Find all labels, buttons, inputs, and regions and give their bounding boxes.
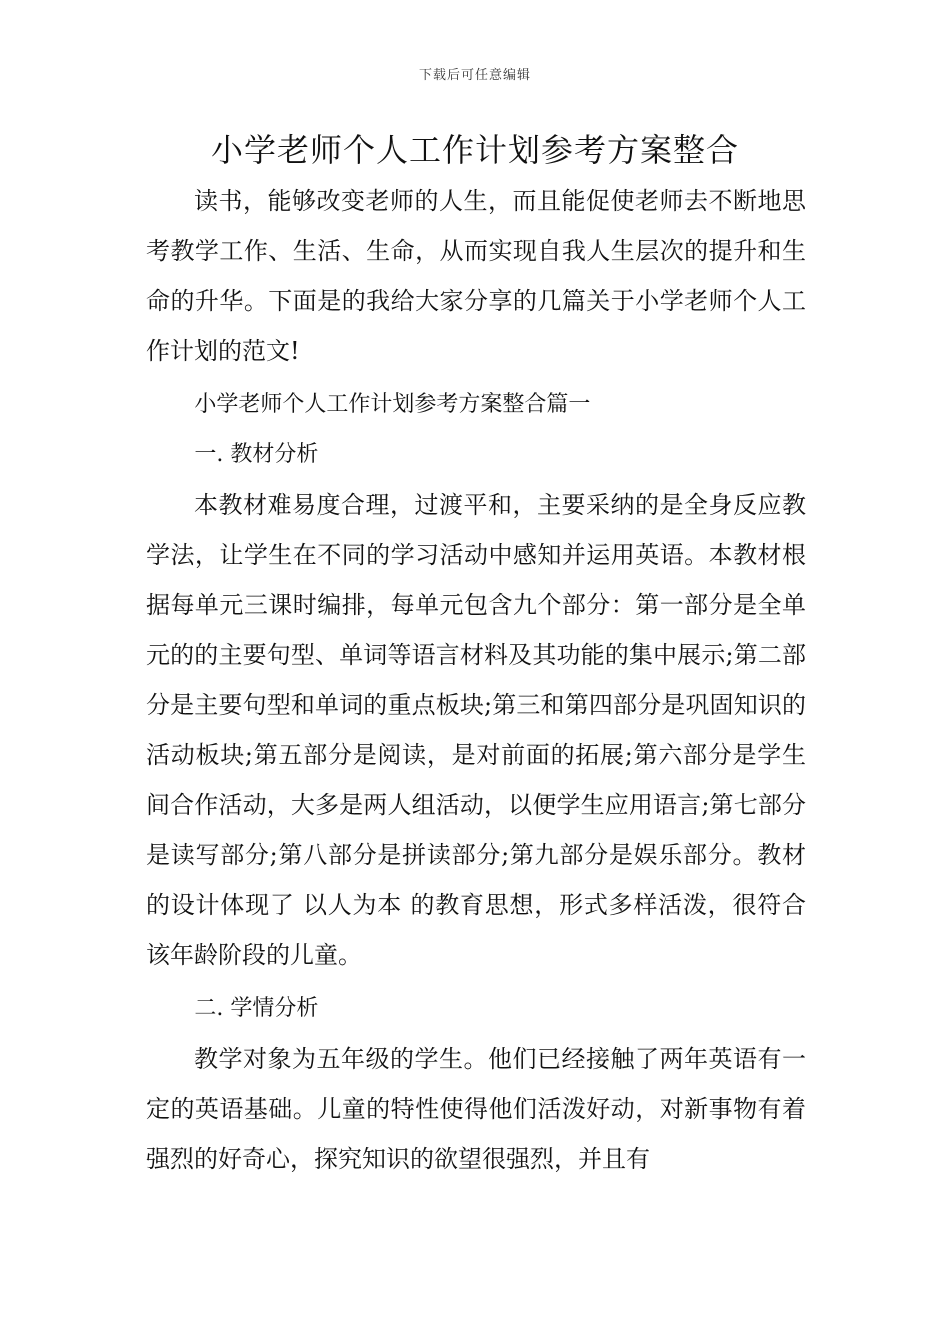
- document-title: 小学老师个人工作计划参考方案整合: [210, 131, 739, 169]
- intro-paragraph: 读书，能够改变老师的人生，而且能促使老师去不断地思考教学工作、生活、生命，从而实现自我人生层次的提升和生命的升华。下面是的我给大家分享的几篇关于小学老师个人工作计划的范文!: [146, 187, 806, 365]
- student-analysis-paragraph: 教学对象为五年级的学生。他们已经接触了两年英语有一定的英语基础。儿童的特性使得他们活泼好动，对新事物有着强烈的好奇心，探究知识的欲望很强烈，并且有: [146, 1045, 806, 1173]
- section-title: 小学老师个人工作计划参考方案整合篇一: [194, 392, 591, 417]
- document-body: [146, 176, 806, 1184]
- header-note: 下载后可任意编辑: [418, 68, 531, 83]
- heading-student-analysis: 二. 学情分析: [194, 996, 319, 1021]
- textbook-analysis-paragraph: 本教材难易度合理，过渡平和，主要采纳的是全身反应教学法，让学生在不同的学习活动中感知并运用英语。本教材根据每单元三课时编排，每单元包含九个部分：第一部分是全单元的的主要句型、单词等语言材料及其功能的集中展示;第二部分是主要句型和单词的重点板块;第三和第四部分是巩固知识的活动板块;第五部分是阅读，是对前面的拓展;第六部分是学生间合作活动，大多是两人组活动，以便学生应用语言;第七部分是读写部分;第八部分是拼读部分;第九部分是娱乐部分。教材的设计体现了 以人为本 的教育思想，形式多样活泼，很符合该年龄阶段的儿童。: [146, 491, 806, 969]
- heading-textbook-analysis: 一. 教材分析: [194, 442, 319, 467]
